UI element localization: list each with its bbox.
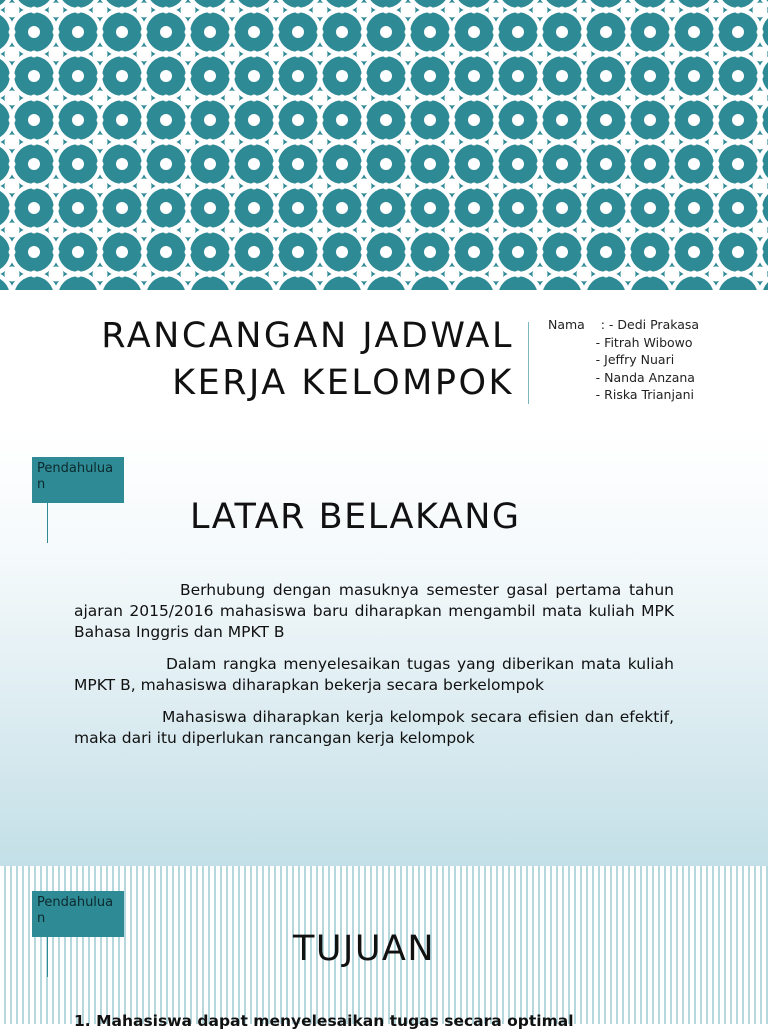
list-item: 1. Mahasiswa dapat menyelesaikan tugas secara optimal: [74, 1012, 574, 1030]
section-tag-label: Pendahuluan: [37, 461, 114, 492]
member-row: - Jeffry Nuari: [548, 352, 675, 367]
member-row: Nama : - Dedi Prakasa: [548, 317, 700, 332]
section-tag-label: Pendahuluan: [37, 895, 114, 926]
member-list: [548, 316, 699, 404]
section-tag-line: [47, 937, 48, 977]
member-row: - Fitrah Wibowo: [548, 334, 693, 350]
member-row: - Nanda Anzana: [548, 369, 695, 385]
paragraph: Dalam rangka menyelesaikan tugas yang diberikan mata kuliah MPKT B, mahasiswa diharapkan bekerja secara berkelompok: [74, 655, 674, 694]
batik-pattern-header: [0, 0, 768, 290]
paragraph: Berhubung dengan masuknya semester gasal pertama tahun ajaran 2015/2016 mahasiswa baru diharapkan mengambil mata kuliah MPK Bahasa Inggris dan MPKT B: [74, 581, 674, 641]
section-tag-line: [47, 503, 48, 543]
section-tag: [32, 891, 124, 937]
section-tag: [32, 457, 124, 503]
main-title-line1: RANCANGAN JADWAL: [101, 316, 514, 356]
section-title: LATAR BELAKANG: [190, 497, 521, 537]
section-title: TUJUAN: [293, 929, 436, 969]
main-title: [101, 313, 514, 407]
member-row: - Riska Trianjani: [548, 387, 695, 402]
title-divider: [528, 322, 529, 404]
paragraph: Mahasiswa diharapkan kerja kelompok secara efisien dan efektif, maka dari itu diperlukan rancangan kerja kelompok: [74, 708, 674, 747]
main-title-line2: KERJA KELOMPOK: [172, 363, 514, 403]
